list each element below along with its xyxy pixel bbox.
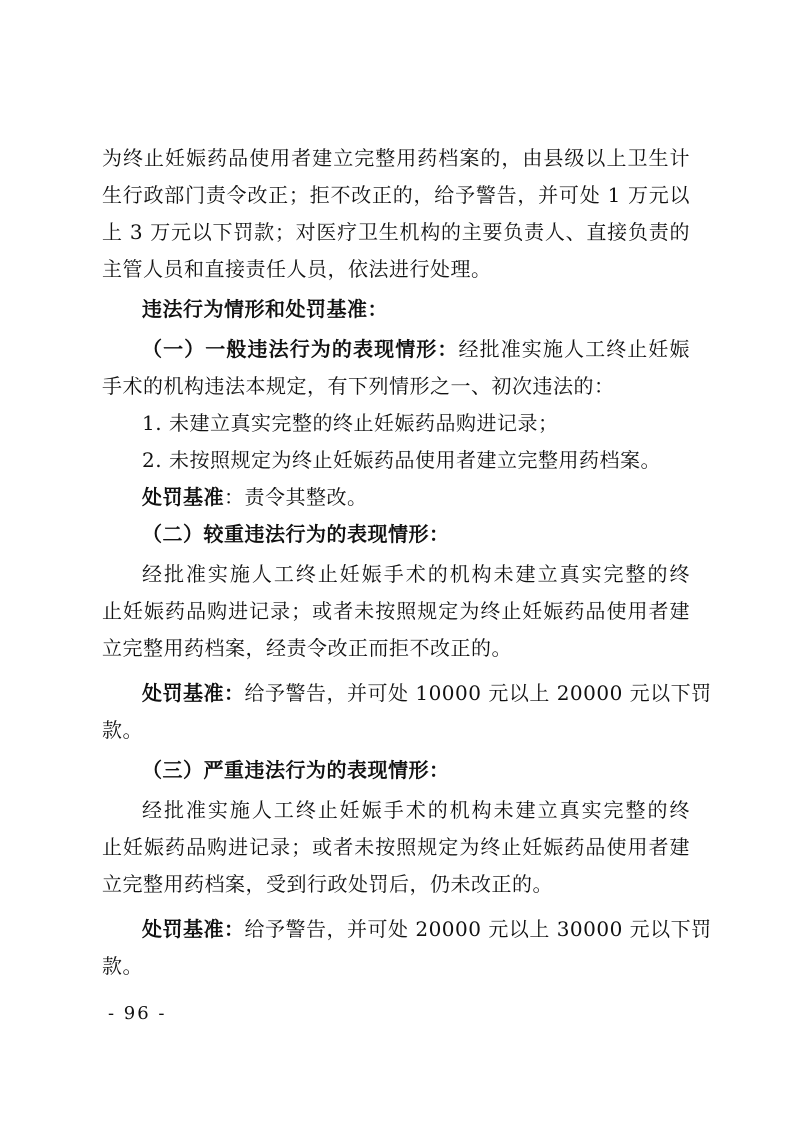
general-violation-continuation: 手术的机构违法本规定，有下列情形之一、初次违法的： [102, 374, 615, 398]
paragraph-line: 经批准实施人工终止妊娠手术的机构未建立真实完整的终 [142, 798, 690, 822]
penalty-benchmark-label: 处罚基准： [142, 681, 245, 705]
page-number: - 96 - [108, 1003, 167, 1024]
paragraph-line: 经批准实施人工终止妊娠手术的机构未建立真实完整的终 [142, 562, 690, 586]
penalty-benchmark-label: 处罚基准： [142, 917, 245, 941]
list-item: 2. 未按照规定为终止妊娠药品使用者建立完整用药档案。 [142, 448, 661, 472]
paragraph-line: 主管人员和直接责任人员，依法进行处理。 [102, 257, 492, 281]
general-violation-label: （一）一般违法行为的表现情形： [142, 337, 459, 361]
paragraph-line: 立完整用药档案，经责令改正而拒不改正的。 [102, 636, 512, 660]
paragraph-line: 止妊娠药品购进记录；或者未按照规定为终止妊娠药品使用者建 [102, 599, 690, 623]
paragraph-line: 生行政部门责令改正；拒不改正的，给予警告，并可处 1 万元以 [102, 183, 690, 207]
serious-violation-heading: （二）较重违法行为的表现情形： [142, 522, 450, 546]
penalty-benchmark-line [102, 479, 690, 516]
section-heading: 违法行为情形和处罚基准： [142, 297, 388, 321]
penalty-benchmark-label: 处罚基准 [142, 485, 224, 509]
general-violation-text: 经批准实施人工终止妊娠 [458, 337, 690, 361]
paragraph-line: 上 3 万元以下罚款；对医疗卫生机构的主要负责人、直接负责的 [102, 220, 690, 244]
penalty-benchmark-text: 给予警告，并可处 20000 元以上 30000 元以下罚 [244, 917, 712, 941]
general-violation-heading-line [102, 331, 690, 368]
list-item: 1. 未建立真实完整的终止妊娠药品购进记录； [142, 411, 559, 435]
penalty-benchmark-line [102, 911, 712, 948]
penalty-benchmark-line [102, 675, 712, 712]
penalty-benchmark-text: ：责令其整改。 [224, 485, 368, 509]
document-body [102, 140, 712, 985]
penalty-benchmark-continuation: 款。 [102, 954, 143, 978]
paragraph-line: 立完整用药档案，受到行政处罚后，仍未改正的。 [102, 872, 553, 896]
severe-violation-heading: （三）严重违法行为的表现情形： [142, 758, 450, 782]
penalty-benchmark-continuation: 款。 [102, 718, 143, 742]
paragraph-line: 为终止妊娠药品使用者建立完整用药档案的，由县级以上卫生计 [102, 146, 690, 170]
penalty-benchmark-text: 给予警告，并可处 10000 元以上 20000 元以下罚 [244, 681, 712, 705]
paragraph-line: 止妊娠药品购进记录；或者未按照规定为终止妊娠药品使用者建 [102, 835, 690, 859]
